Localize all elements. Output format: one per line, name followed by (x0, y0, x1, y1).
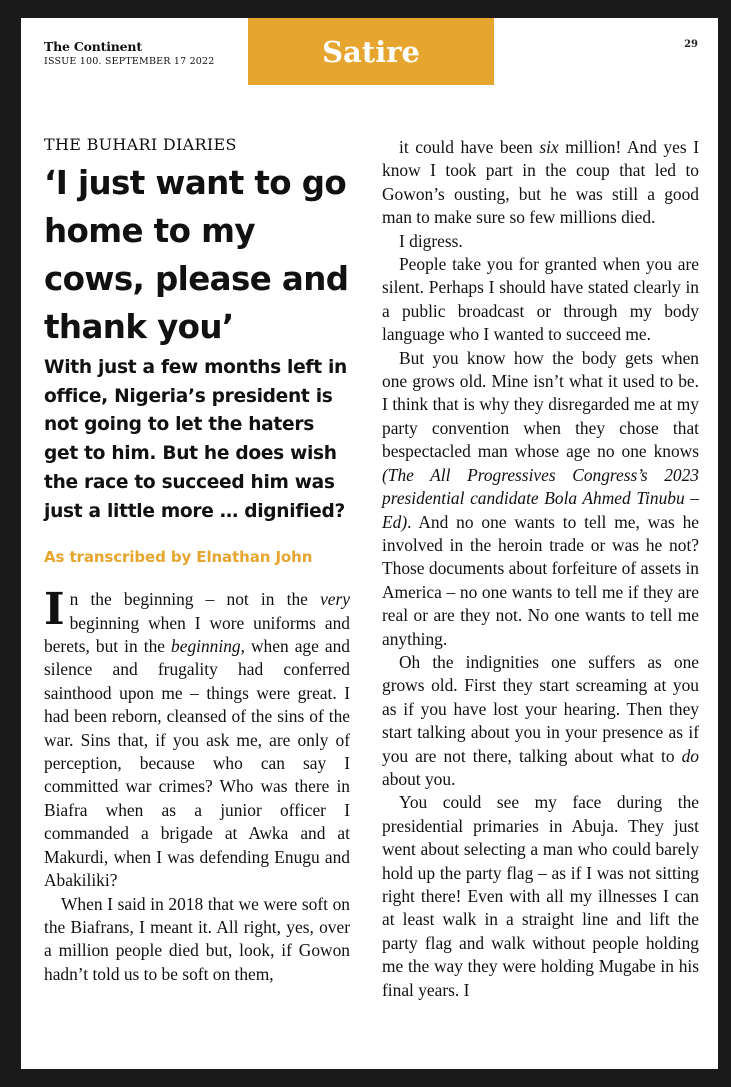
article-body-right (382, 136, 699, 1002)
standfirst: With just a few months left in office, Nigeria’s president is not going to let the haters get to him. But he does wish the race to succeed him was just a little more … dignified? (44, 357, 347, 522)
section-label: Satire (322, 34, 420, 69)
page-number: 29 (684, 39, 698, 50)
italic-text: six (539, 137, 559, 157)
body-text: People take you for granted when you are silent. Perhaps I should have stated clearly in a public broadcast or through my body language who I wanted to succeed me. (382, 254, 699, 345)
italic-text: beginning (171, 636, 241, 657)
section-tab (248, 18, 494, 85)
kicker: THE BUHARI DIARIES (44, 135, 237, 154)
publication-name: The Continent (44, 39, 142, 54)
article-body-left (44, 584, 350, 986)
magazine-page (21, 18, 718, 1069)
body-text: about you. (382, 768, 456, 789)
body-text: . And no one wants to tell me, was he involved in the heroin trade or was he not? Those documents about forfeiture of assets in America – no one wants to tell me if they are real or are they not. No one wants to tell me anything. (382, 511, 699, 649)
byline: As transcribed by Elnathan John (44, 548, 313, 567)
body-text: But you know how the body gets when one grows old. Mine isn’t what it used to be. I think that is why they disregarded me at my party convention when they chose that bespectacled man whose age no one knows (382, 347, 699, 462)
drop-cap: I (44, 584, 65, 636)
body-paragraph (382, 347, 699, 651)
italic-text: very (320, 589, 350, 610)
body-paragraph (382, 136, 699, 230)
body-paragraph (382, 791, 699, 1002)
headline: ‘I just want to go home to my cows, please and thank you’ (44, 164, 349, 346)
body-paragraph (382, 253, 699, 347)
body-text: , when age and silence and frugality had conferred sainthood upon me – things were great. I had been reborn, cleansed of the sins of the war. Sins that, if you ask me, are only of perception, because who can say I committed war crimes? Who was there in Biafra when as a junior officer I commanded a brigade at Awka and at Makurdi, when I was defending Enugu and Abakiliki? (44, 636, 350, 891)
body-paragraph (44, 893, 350, 987)
body-text: it could have been (399, 137, 540, 157)
right-column (382, 136, 699, 1002)
body-text: I digress. (399, 230, 463, 251)
body-paragraph (382, 230, 699, 253)
italic-text: do (681, 745, 699, 766)
body-text: You could see my face during the presidential primaries in Abuja. They just went about selecting a man who could barely hold up the party flag – as if I was not sitting right there! Even with all my illnesses I can at least walk in a straight line and lift the party flag and walk without people holding me the way they were holding Mugabe in his final years. I (382, 792, 699, 1000)
italic-text: (The All Progressives Congress’s 2023 presidential candidate Bola Ahmed Tinubu – Ed) (382, 464, 699, 532)
masthead (44, 39, 215, 67)
left-column (44, 135, 350, 986)
body-text: million! And yes I know I took part in the coup that led to Gowon’s ousting, but he was still a good man to make sure so few millions died. (382, 137, 699, 228)
body-paragraph (44, 584, 350, 892)
issue-line: ISSUE 100. SEPTEMBER 17 2022 (44, 56, 215, 67)
body-text: When I said in 2018 that we were soft on the Biafrans, I meant it. All right, yes, over a million people died but, look, if Gowon hadn’t told us to be soft on them, (44, 893, 350, 984)
body-text: n the beginning – not in the (69, 589, 321, 610)
body-paragraph (382, 651, 699, 791)
body-text: Oh the indignities one suffers as one grows old. First they start screaming at you as if you have lost your hearing. Then they start talking about you in your presence as if you are not there, talking about what to (382, 651, 699, 766)
body-text: beginning when I wore uniforms and berets, but in the (44, 612, 350, 657)
